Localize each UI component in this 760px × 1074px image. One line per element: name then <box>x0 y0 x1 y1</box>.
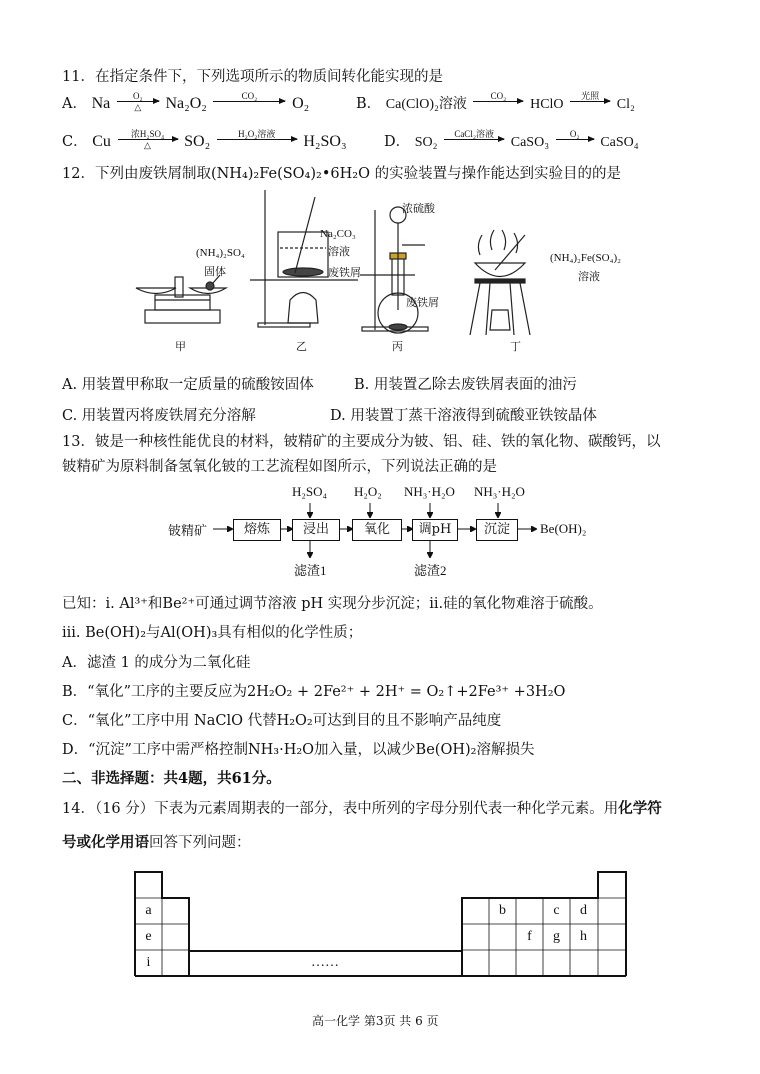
q14-emphasis: 号或化学用语 <box>62 834 149 851</box>
formula: Cl₂ <box>616 97 635 112</box>
q12-option-b: B. 用装置乙除去废铁屑表面的油污 <box>354 377 577 393</box>
formula: HClO <box>530 97 564 112</box>
condition: CO₂ <box>490 90 507 101</box>
formula: H₂SO₃ <box>303 133 347 150</box>
condition: O₂ <box>569 128 580 139</box>
formula: Na₂O₂ <box>165 95 207 112</box>
condition: O₂ <box>133 90 143 101</box>
element-h: h <box>580 929 587 944</box>
flow-reagent: H₂SO₄ <box>292 484 328 499</box>
q13-option-a: A．滤渣 1 的成分为二氧化硅 <box>62 655 251 671</box>
flow-step: 浸出 <box>292 519 340 541</box>
condition: CO₂ <box>241 90 258 101</box>
flow-step: 熔炼 <box>233 519 281 541</box>
q12-option-d: D. 用装置丁蒸干溶液得到硫酸亚铁铵晶体 <box>330 408 597 424</box>
element-d: d <box>580 903 587 918</box>
flow-reagent: H₂O₂ <box>354 484 382 499</box>
formula: SO₂ <box>414 135 438 150</box>
apparatus-label: 废铁屑 <box>406 297 439 309</box>
condition: 浓H₂SO₄ <box>130 128 165 139</box>
flow-step: 沉淀 <box>476 519 518 541</box>
reaction-arrow <box>570 91 610 112</box>
flow-residue: 滤渣2 <box>414 563 447 578</box>
flow-product: Be(OH)₂ <box>540 521 587 536</box>
reaction-arrow <box>473 91 523 112</box>
formula: Ca(ClO)₂溶液 <box>385 97 467 112</box>
apparatus-label: 溶液 <box>328 246 350 258</box>
formula: CaSO₄ <box>600 135 639 150</box>
page-footer: 高一化学 第3页 共 6 页 <box>312 1014 439 1028</box>
flow-reagent: NH₃·H₂O <box>474 484 525 499</box>
q11-option-d <box>384 130 639 153</box>
element-e: e <box>145 929 152 944</box>
apparatus-caption: 甲 <box>175 341 186 353</box>
section-heading: 二、非选择题：共4题，共61分。 <box>62 770 281 787</box>
q13-option-b: B．“氧化”工序的主要反应为2H₂O₂ + 2Fe²⁺ + 2H⁺ = O₂↑+2Fe³⁺ +3H₂O <box>62 684 566 700</box>
q13-known-1: 已知：i. Al³⁺和Be²⁺可通过调节溶液 pH 实现分步沉淀；ii.硅的氧化物难溶于硫酸。 <box>62 596 603 612</box>
flow-reagent: NH₃·H₂O <box>404 484 455 499</box>
element-b: b <box>499 903 506 918</box>
q11-stem: 11．在指定条件下，下列选项所示的物质间转化能实现的是 <box>62 69 443 85</box>
q13-stem-line1: 13．铍是一种核性能优良的材料，铍精矿的主要成分为铍、铝、硅、铁的氧化物、碳酸钙，以 <box>62 434 661 450</box>
apparatus-label: Na₂CO₃ <box>320 228 356 240</box>
reaction-arrow <box>117 91 159 112</box>
q13-stem-line2: 铍精矿为原料制备氢氧化铍的工艺流程如图所示，下列说法正确的是 <box>62 459 497 475</box>
apparatus-caption: 丁 <box>510 341 521 353</box>
condition: H₂O₂溶液 <box>238 128 276 139</box>
formula: O₂ <box>292 95 310 112</box>
apparatus-label: 固体 <box>204 266 226 278</box>
flow-start: 铍精矿 <box>168 523 208 538</box>
q13-option-c: C．“氧化”工序中用 NaClO 代替H₂O₂可达到目的且不影响产品纯度 <box>62 713 502 729</box>
q12-option-c: C. 用装置丙将废铁屑充分溶解 <box>62 408 256 424</box>
table-ellipsis: …… <box>311 955 339 970</box>
q13-option-d: D．“沉淀”工序中需严格控制NH₃·H₂O加入量，以减少Be(OH)₂溶解损失 <box>62 742 535 758</box>
q14-text: 回答下列问题： <box>149 835 251 851</box>
element-g: g <box>553 929 560 944</box>
balance-apparatus <box>136 275 226 323</box>
formula: CaSO₃ <box>510 135 550 150</box>
option-label: C． <box>62 134 88 150</box>
reaction-arrow <box>556 129 594 150</box>
q12-option-a: A. 用装置甲称取一定质量的硫酸铵固体 <box>62 377 314 393</box>
formula: Na <box>91 95 111 112</box>
apparatus-caption: 乙 <box>296 341 307 353</box>
reaction-arrow <box>118 129 178 150</box>
reaction-arrow <box>444 129 504 150</box>
formula: SO₂ <box>184 133 211 150</box>
element-a: a <box>145 903 152 918</box>
option-label: A． <box>62 96 87 112</box>
apparatus-label: (NH₄)₂Fe(SO₄)₂ <box>550 252 621 264</box>
apparatus-label: 浓硫酸 <box>402 203 435 215</box>
flow-step: 调pH <box>412 519 458 541</box>
option-label: B． <box>356 96 382 112</box>
q11-option-c <box>62 130 347 153</box>
flow-residue: 滤渣1 <box>294 563 327 578</box>
apparatus-label: (NH₄)₂SO₄ <box>196 247 245 259</box>
apparatus-label: 废铁屑 <box>328 267 361 279</box>
q13-known-2: iii. Be(OH)₂与Al(OH)₃具有相似的化学性质； <box>62 625 363 641</box>
element-i: i <box>146 955 151 970</box>
apparatus-label: 溶液 <box>578 271 600 283</box>
reaction-arrow <box>213 91 285 112</box>
q14-text: 14．（16 分）下表为元素周期表的一部分，表中所列的字母分别代表一种化学元素。用 <box>62 801 619 817</box>
formula: Cu <box>92 133 111 150</box>
condition: 光照 <box>581 90 600 101</box>
reaction-arrow <box>217 129 297 150</box>
element-f: f <box>527 929 532 944</box>
element-c: c <box>553 903 560 918</box>
condition: CaCl₂溶液 <box>454 128 494 139</box>
evaporating-dish-apparatus <box>470 230 530 335</box>
q14-stem-line1 <box>62 797 662 818</box>
q14-emphasis: 化学符 <box>618 800 662 817</box>
condition: △ <box>134 101 142 112</box>
q14-stem-line2 <box>62 831 251 852</box>
flow-step: 氧化 <box>352 519 402 541</box>
apparatus-caption: 丙 <box>392 341 403 353</box>
condition: △ <box>144 139 151 150</box>
option-label: D． <box>384 134 411 150</box>
q12-stem: 12．下列由废铁屑制取(NH₄)₂Fe(SO₄)₂•6H₂O 的实验装置与操作能达到实验目的的是 <box>62 166 622 182</box>
flask-apparatus <box>360 207 428 333</box>
q11-option-a <box>62 92 309 115</box>
q11-option-b <box>356 92 635 115</box>
